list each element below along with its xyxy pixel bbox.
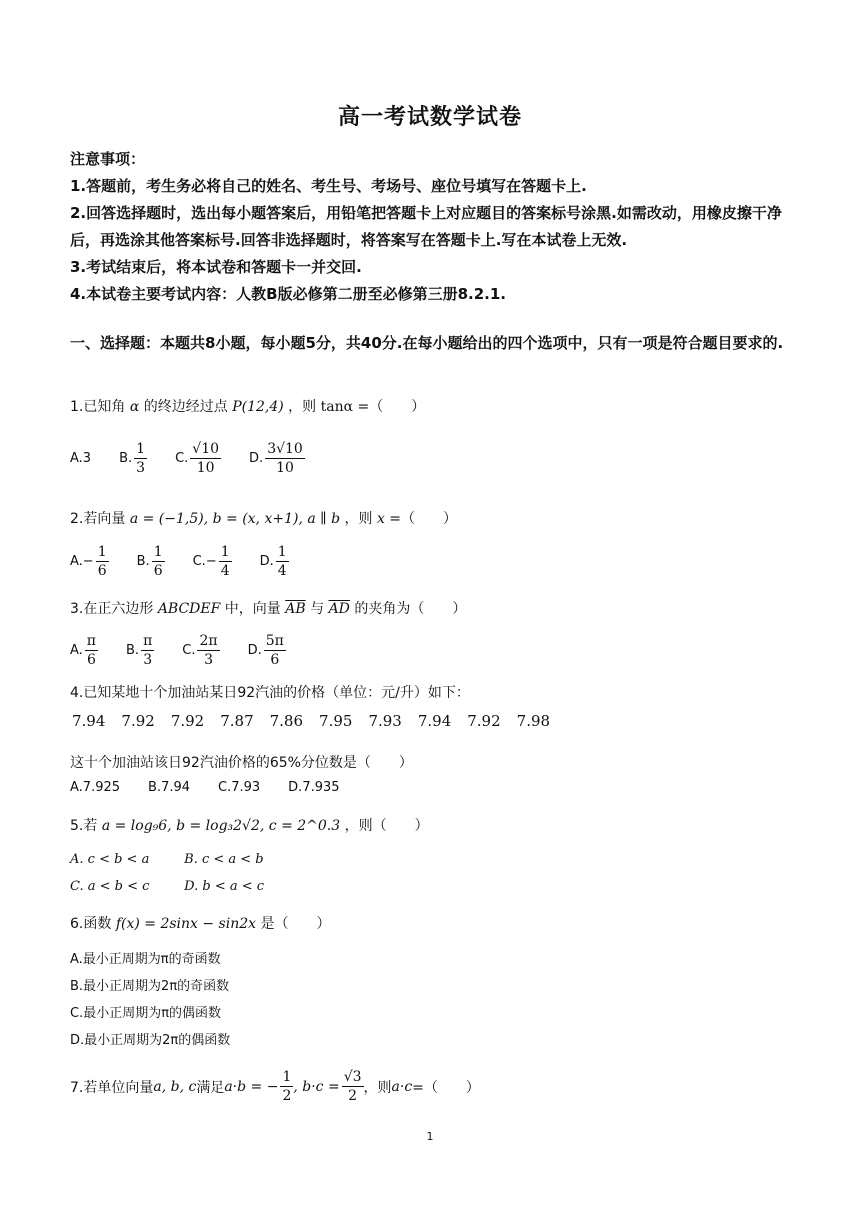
option-b: B. $\frac{\pi}{3}$ (126, 633, 153, 668)
price-value: 7.98 (516, 712, 551, 730)
option-d: D.7.935 (288, 780, 340, 795)
option-a: A.3 (70, 451, 92, 466)
note-item: 4.本试卷主要考试内容：人教B版必修第二册至必修第三册8.2.1. (70, 285, 506, 303)
question-5: 5.若 a = log₉6, b = log₃2√2, c = 2^0.3 ，则（ ） (70, 818, 429, 834)
question-6-options (70, 946, 230, 1054)
question-1-options (70, 440, 333, 477)
note-item: 2.回答选择题时，选出每小题答案后，用铅笔把答题卡上对应题目的答案标号涂黑.如需改动，用橡皮擦干净后，再选涂其他答案标号.回答非选择题时，将答案写在答题卡上.写在本试卷上无效. (70, 204, 782, 249)
question-3: 3.在正六边形 ABCDEF 中，向量 $\overline{AB}$ 与 $\overline{AD}$ 的夹角为（ ） (70, 601, 467, 617)
question-2: 2.若向量 a = (−1,5), b = (x, x+1), a ∥ b ，则 x =（ ） (70, 511, 458, 527)
option-a: A.− $\frac{1}{6}$ (70, 544, 107, 579)
note-item: 1.答题前，考生务必将自己的姓名、考生号、考场号、座位号填写在答题卡上. (70, 177, 587, 195)
price-list (72, 712, 566, 730)
price-value: 7.93 (368, 712, 402, 730)
price-value: 7.94 (72, 712, 106, 730)
notes-block (70, 146, 800, 308)
price-value: 7.92 (170, 712, 205, 730)
option-b: B.最小正周期为2π的奇函数 (70, 979, 230, 994)
question-2-options (70, 543, 317, 580)
option-c: C. $\frac{√10}{10}$ (175, 441, 220, 476)
option-d: D. $\frac{1}{4}$ (259, 544, 287, 579)
question-4-options (70, 780, 368, 795)
price-value: 7.87 (220, 712, 254, 730)
price-value: 7.92 (467, 712, 501, 730)
question-3-options (70, 632, 314, 669)
option-b: B. $\frac{1}{3}$ (119, 441, 146, 476)
price-value: 7.95 (319, 712, 353, 730)
question-7: 7.若单位向量 a, b, c 满足 a·b = − $\frac{1}{2}$ , b·c = $\frac{√3}{2}$ ，则 a·c =（ ） (70, 1069, 480, 1104)
price-value: 7.86 (269, 712, 304, 730)
option-a: A. c < b < a (70, 852, 150, 867)
note-item: 3.考试结束后，将本试卷和答题卡一并交回. (70, 258, 362, 276)
option-d: D. $\frac{5\pi}{6}$ (247, 633, 284, 668)
option-a: A. $\frac{\pi}{6}$ (70, 633, 96, 668)
question-5-options (70, 846, 264, 900)
question-4: 4.已知某地十个加油站某日92汽油的价格（单位：元/升）如下： (70, 685, 470, 701)
option-c: C.− $\frac{1}{4}$ (192, 544, 230, 579)
price-value: 7.92 (121, 712, 155, 730)
option-c: C. $\frac{2\pi}{3}$ (182, 633, 218, 668)
page-title: 高一考试数学试卷 (337, 105, 522, 130)
question-6: 6.函数 f(x) = 2sinx − sin2x 是（ ） (70, 916, 331, 932)
notes-header: 注意事项： (70, 150, 146, 168)
option-d: D. b < a < c (184, 879, 265, 894)
option-d: D. $\frac{3√10}{10}$ (249, 441, 303, 476)
option-d: D.最小正周期为2π的偶函数 (70, 1033, 231, 1048)
price-value: 7.94 (417, 712, 452, 730)
option-b: B.7.94 (148, 780, 191, 795)
option-a: A.最小正周期为π的奇函数 (70, 952, 221, 967)
page-number: 1 (426, 1130, 434, 1143)
option-c: C.最小正周期为π的偶函数 (70, 1006, 222, 1021)
option-b: B. $\frac{1}{6}$ (136, 544, 163, 579)
option-c: C.7.93 (218, 780, 261, 795)
option-b: B. c < a < b (184, 852, 264, 867)
option-c: C. a < b < c (70, 879, 150, 894)
question-4-stem: 这十个加油站该日92汽油价格的65%分位数是（ ） (70, 755, 413, 771)
section-heading: 一、选择题：本题共8小题，每小题5分，共40分.在每小题给出的四个选项中，只有一项是符合题目要求的. (70, 334, 784, 352)
question-1: 1.已知角 α 的终边经过点 P(12,4) ，则 tanα =（ ） (70, 399, 426, 415)
option-a: A.7.925 (70, 780, 121, 795)
